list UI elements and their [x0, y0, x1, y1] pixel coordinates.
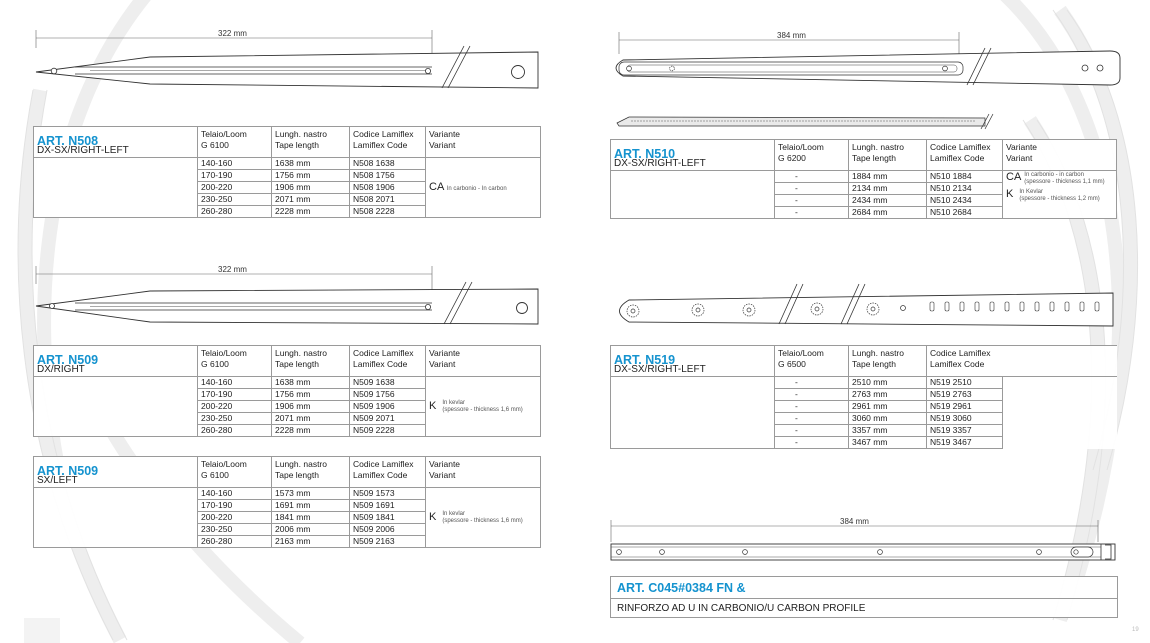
- variant-note: In carbonio - In carbon: [446, 186, 507, 192]
- table-cell: N510 2684: [927, 207, 1003, 219]
- table-cell: N519 3467: [927, 437, 1003, 449]
- table-cell: N509 1573: [350, 488, 426, 500]
- n508-spec-table: [33, 126, 541, 218]
- tape-header: Lungh. nastro: [852, 142, 904, 152]
- table-cell: 2684 mm: [849, 207, 927, 219]
- n509-left-side: SX/LEFT: [37, 475, 78, 486]
- n510-title: ART. N510: [614, 147, 676, 161]
- table-cell: 140-160: [198, 488, 272, 500]
- table-cell: N519 3357: [927, 425, 1003, 437]
- table-cell: N519 2510: [927, 377, 1003, 389]
- n508-side: DX-SX/RIGHT-LEFT: [37, 145, 129, 156]
- variant-code-kevlar: K: [1006, 188, 1014, 200]
- table-cell: -: [775, 425, 849, 437]
- table-cell: -: [775, 377, 849, 389]
- table-cell: 230-250: [198, 194, 272, 206]
- n509-left-spec-table: [33, 456, 541, 548]
- table-cell: -: [775, 171, 849, 183]
- n508-dimension-label: 322 mm: [218, 29, 247, 38]
- table-cell: 2763 mm: [849, 389, 927, 401]
- code-header-en: Lamiflex Code: [930, 358, 985, 369]
- loom-header: Telaio/Loom: [201, 129, 247, 139]
- table-cell: 2228 mm: [272, 206, 350, 218]
- loom-model: G 6100: [201, 139, 229, 150]
- table-cell: 260-280: [198, 206, 272, 218]
- table-cell: -: [775, 389, 849, 401]
- n509-right-variant: [426, 377, 541, 437]
- corner-decoration: [24, 618, 60, 643]
- variant-code: K: [429, 400, 437, 413]
- tape-header: Lungh. nastro: [275, 348, 327, 358]
- table-cell: 1756 mm: [272, 389, 350, 401]
- tape-header: Lungh. nastro: [275, 129, 327, 139]
- variant-thickness: (spessore - thickness 1,6 mm): [442, 517, 523, 524]
- table-cell: N508 2071: [350, 194, 426, 206]
- table-cell: 1638 mm: [272, 158, 350, 170]
- table-cell: 1906 mm: [272, 401, 350, 413]
- variant-code-carbon: CA: [1006, 171, 1022, 183]
- n509-left-title: ART. N509: [37, 464, 99, 478]
- code-header-en: Lamiflex Code: [353, 139, 408, 150]
- loom-model: G 6100: [201, 358, 229, 369]
- n519-tape-drawing: [605, 280, 1125, 340]
- n510-dimension-label: 384 mm: [777, 31, 806, 40]
- table-cell: 1638 mm: [272, 377, 350, 389]
- n519-side: DX-SX/RIGHT-LEFT: [614, 364, 706, 375]
- c045-description: RINFORZO AD U IN CARBONIO/U CARBON PROFILE: [617, 603, 866, 614]
- n508-title: ART. N508: [37, 134, 99, 148]
- n519-spec-table: [610, 345, 1117, 449]
- variant-thickness-kevlar: (spessore - thickness 1,2 mm): [1019, 196, 1100, 202]
- table-cell: N509 2163: [350, 536, 426, 548]
- table-cell: -: [775, 401, 849, 413]
- table-cell: N510 1884: [927, 171, 1003, 183]
- table-cell: 2071 mm: [272, 194, 350, 206]
- table-cell: 200-220: [198, 182, 272, 194]
- table-cell: 230-250: [198, 413, 272, 425]
- n519-title: ART. N519: [614, 353, 676, 367]
- variant-note: In kevlar: [442, 399, 466, 406]
- table-cell: N519 2961: [927, 401, 1003, 413]
- loom-header: Telaio/Loom: [778, 142, 824, 152]
- table-cell: -: [775, 207, 849, 219]
- table-cell: N509 2071: [350, 413, 426, 425]
- divider: [611, 598, 1117, 599]
- n509-right-title: ART. N509: [37, 353, 99, 367]
- table-cell: 3467 mm: [849, 437, 927, 449]
- table-cell: 230-250: [198, 524, 272, 536]
- table-cell: -: [775, 437, 849, 449]
- table-cell: -: [775, 195, 849, 207]
- variant-header-en: Variant: [429, 469, 456, 480]
- table-cell: N509 2006: [350, 524, 426, 536]
- n509-right-spec-table: [33, 345, 541, 437]
- table-cell: 2163 mm: [272, 536, 350, 548]
- table-cell: N509 1756: [350, 389, 426, 401]
- variant-note: In kevlar: [442, 510, 466, 517]
- loom-header: Telaio/Loom: [778, 348, 824, 358]
- table-cell: 140-160: [198, 377, 272, 389]
- table-cell: 2961 mm: [849, 401, 927, 413]
- tape-header-en: Tape length: [275, 139, 319, 150]
- table-cell: N509 1691: [350, 500, 426, 512]
- table-cell: 2434 mm: [849, 195, 927, 207]
- table-cell: 200-220: [198, 512, 272, 524]
- table-cell: N508 1906: [350, 182, 426, 194]
- variant-header-en: Variant: [1006, 152, 1033, 163]
- table-cell: N510 2134: [927, 183, 1003, 195]
- table-cell: 2134 mm: [849, 183, 927, 195]
- variant-header: Variante: [1006, 142, 1038, 152]
- loom-header: Telaio/Loom: [201, 459, 247, 469]
- table-cell: 1841 mm: [272, 512, 350, 524]
- table-cell: -: [775, 413, 849, 425]
- table-cell: N509 2228: [350, 425, 426, 437]
- table-cell: N508 1638: [350, 158, 426, 170]
- tape-header: Lungh. nastro: [852, 348, 904, 358]
- n510-tape-drawing: [605, 30, 1125, 130]
- table-cell: N508 1756: [350, 170, 426, 182]
- table-cell: 1573 mm: [272, 488, 350, 500]
- table-cell: N508 2228: [350, 206, 426, 218]
- variant-code: K: [429, 511, 437, 524]
- n508-variant: [426, 158, 541, 218]
- table-cell: N509 1638: [350, 377, 426, 389]
- variant-note-carbon: In carbonio - in carbon: [1024, 172, 1084, 178]
- n508-tape-drawing: [30, 28, 550, 98]
- n509-right-side: DX/RIGHT: [37, 364, 85, 375]
- n509-tape-drawing: [30, 264, 550, 334]
- table-cell: 3357 mm: [849, 425, 927, 437]
- variant-header-en: Variant: [429, 358, 456, 369]
- tape-header-en: Tape length: [275, 358, 319, 369]
- code-header: Codice Lamiflex: [353, 459, 414, 469]
- table-cell: -: [775, 183, 849, 195]
- variant-thickness-carbon: (spessore - thickness 1,1 mm): [1024, 179, 1105, 185]
- loom-model: G 6100: [201, 469, 229, 480]
- variant-header-en: Variant: [429, 139, 456, 150]
- loom-header: Telaio/Loom: [201, 348, 247, 358]
- table-cell: 170-190: [198, 389, 272, 401]
- table-cell: 2228 mm: [272, 425, 350, 437]
- tape-header-en: Tape length: [275, 469, 319, 480]
- code-header: Codice Lamiflex: [353, 348, 414, 358]
- table-cell: 1691 mm: [272, 500, 350, 512]
- code-header-en: Lamiflex Code: [930, 152, 985, 163]
- loom-model: G 6500: [778, 358, 806, 369]
- code-header: Codice Lamiflex: [930, 348, 991, 358]
- table-cell: 3060 mm: [849, 413, 927, 425]
- n509-dimension-label: 322 mm: [218, 265, 247, 274]
- n509-left-variant: [426, 488, 541, 548]
- variant-code: CA: [429, 181, 445, 193]
- c045-dimension-label: 384 mm: [840, 517, 869, 526]
- variant-thickness: (spessore - thickness 1,6 mm): [442, 406, 523, 413]
- table-cell: 260-280: [198, 536, 272, 548]
- table-cell: 2071 mm: [272, 413, 350, 425]
- n510-spec-table: [610, 139, 1117, 219]
- table-cell: N509 1906: [350, 401, 426, 413]
- tape-header-en: Tape length: [852, 152, 896, 163]
- table-cell: 1884 mm: [849, 171, 927, 183]
- variant-note-kevlar: In Kevlar: [1019, 189, 1044, 195]
- table-cell: 140-160: [198, 158, 272, 170]
- table-cell: N519 3060: [927, 413, 1003, 425]
- tape-header-en: Tape length: [852, 358, 896, 369]
- code-header: Codice Lamiflex: [930, 142, 991, 152]
- loom-model: G 6200: [778, 152, 806, 163]
- table-cell: 170-190: [198, 500, 272, 512]
- tape-header: Lungh. nastro: [275, 459, 327, 469]
- table-cell: N509 1841: [350, 512, 426, 524]
- table-cell: 200-220: [198, 401, 272, 413]
- table-cell: 260-280: [198, 425, 272, 437]
- page-number: 19: [1132, 627, 1139, 633]
- n510-side: DX-SX/RIGHT-LEFT: [614, 158, 706, 169]
- table-cell: 170-190: [198, 170, 272, 182]
- table-cell: 1906 mm: [272, 182, 350, 194]
- c045-title: ART. C045#0384 FN &: [617, 581, 746, 595]
- code-header-en: Lamiflex Code: [353, 358, 408, 369]
- table-cell: N510 2434: [927, 195, 1003, 207]
- table-cell: N519 2763: [927, 389, 1003, 401]
- table-cell: 1756 mm: [272, 170, 350, 182]
- c045-spec-box: [610, 576, 1118, 618]
- variant-header: Variante: [429, 459, 461, 469]
- variant-header: Variante: [429, 129, 461, 139]
- n510-variant: [1003, 171, 1117, 219]
- table-cell: 2510 mm: [849, 377, 927, 389]
- code-header: Codice Lamiflex: [353, 129, 414, 139]
- variant-header: Variante: [429, 348, 461, 358]
- table-cell: 2006 mm: [272, 524, 350, 536]
- code-header-en: Lamiflex Code: [353, 469, 408, 480]
